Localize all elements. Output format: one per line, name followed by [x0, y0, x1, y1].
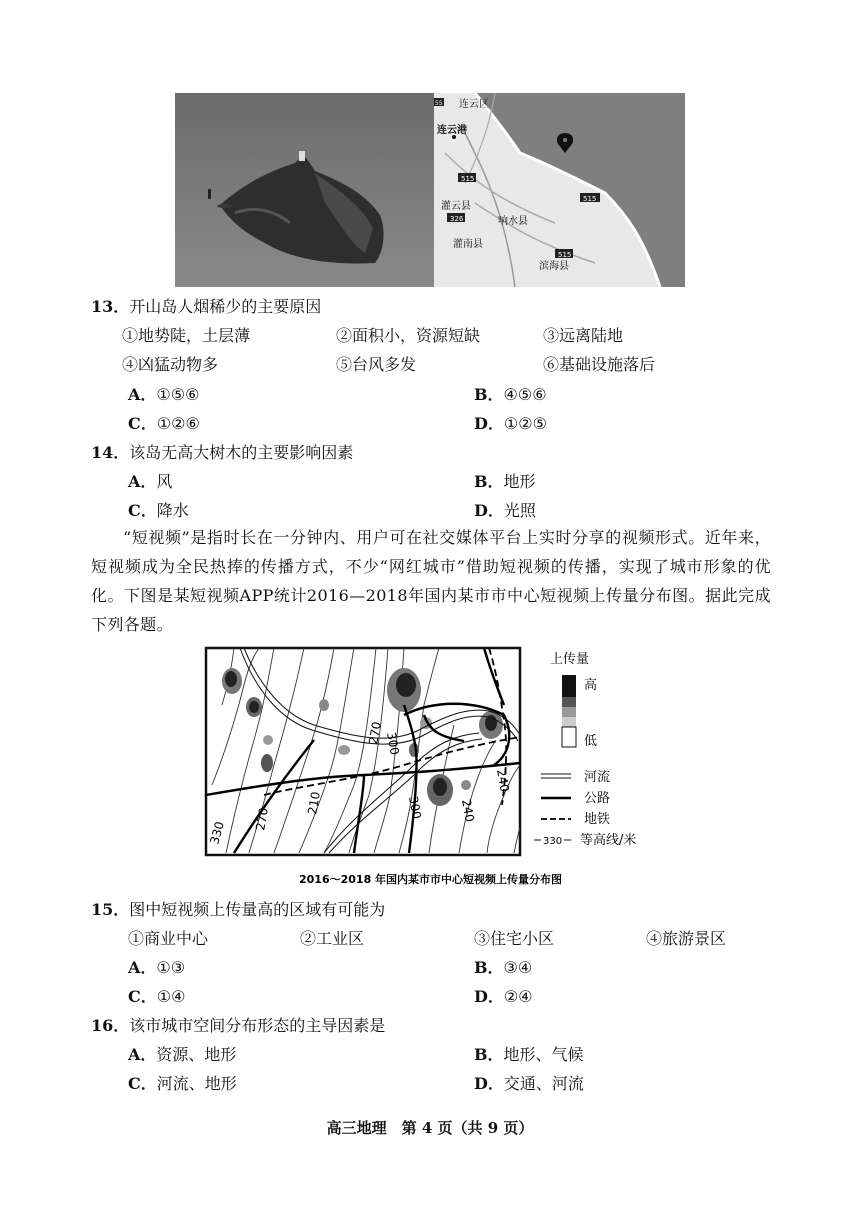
q14-option-c[interactable]: C．降水: [128, 501, 189, 520]
svg-text:55: 55: [435, 100, 443, 107]
reading-passage: [91, 523, 771, 639]
svg-text:240: 240: [459, 798, 477, 824]
svg-text:300: 300: [384, 731, 402, 757]
legend-title: 上传量: [550, 652, 590, 667]
q15-item-3: ③住宅小区: [474, 929, 555, 948]
svg-text:330: 330: [543, 836, 563, 847]
svg-text:270: 270: [366, 720, 384, 746]
question-stem: 图中短视频上传量高的区域有可能为: [129, 900, 386, 919]
question-14: [91, 440, 353, 463]
q16-option-b[interactable]: B．地形、气候: [474, 1045, 584, 1064]
upload-distribution-figure: [204, 645, 664, 890]
svg-text:515: 515: [558, 251, 572, 259]
q14-option-b[interactable]: B．地形: [474, 472, 536, 491]
q14-option-d[interactable]: D．光照: [474, 501, 536, 520]
q16-option-d[interactable]: D．交通、河流: [474, 1074, 584, 1093]
question-13: [91, 294, 321, 317]
svg-text:滨海县: 滨海县: [539, 261, 569, 272]
question-15: [91, 897, 385, 920]
q13-option-a[interactable]: A．①⑤⑥: [128, 385, 200, 404]
q13-item-3: ③远离陆地: [543, 326, 624, 345]
legend-subway: 地铁: [584, 812, 611, 827]
q13-option-d[interactable]: D．①②⑤: [474, 414, 547, 433]
figure-caption: 2016～2018 年国内某市市中心短视频上传量分布图: [299, 873, 563, 886]
q14-option-a[interactable]: A．风: [128, 472, 173, 491]
q13-option-b[interactable]: B．④⑤⑥: [474, 385, 547, 404]
passage-text: “短视频”是指时长在一分钟内、用户可在社交媒体平台上实时分享的视频形式。近年来，短视频成为全民热捧的传播方式，不少“网红城市”借助短视频的传播，实现了城市形象的优化。下图是某短视频APP统计2016—2018年国内某市市中心短视频上传量分布图。据此完成下列各题。: [91, 528, 771, 634]
svg-text:灌云县: 灌云县: [441, 201, 471, 212]
question-number: 15．: [91, 900, 130, 919]
upload-distribution-map: [204, 645, 664, 890]
legend-high: 高: [584, 678, 598, 693]
q13-item-6: ⑥基础设施落后: [543, 355, 656, 374]
q13-item-5: ⑤台风多发: [336, 355, 417, 374]
q13-item-4: ④凶猛动物多: [122, 355, 219, 374]
q15-option-c[interactable]: C．①④: [128, 987, 186, 1006]
q15-option-a[interactable]: A．①③: [128, 958, 186, 977]
svg-text:连云区: 连云区: [459, 99, 489, 110]
question-stem: 开山岛人烟稀少的主要原因: [129, 297, 322, 316]
q15-option-d[interactable]: D．②④: [474, 987, 533, 1006]
svg-text:330: 330: [207, 820, 227, 846]
map-legend: [534, 652, 636, 848]
svg-text:270: 270: [253, 806, 271, 832]
page-footer: 高三地理 第 4 页（共 9 页）: [326, 1119, 534, 1137]
question-stem: 该市城市空间分布形态的主导因素是: [129, 1016, 386, 1035]
svg-text:灌南县: 灌南县: [453, 239, 483, 250]
svg-text:326: 326: [450, 215, 464, 223]
q13-option-c[interactable]: C．①②⑥: [128, 414, 200, 433]
lighthouse: [299, 151, 305, 161]
question-number: 16．: [91, 1016, 130, 1035]
legend-river: 河流: [584, 770, 611, 785]
q16-option-c[interactable]: C．河流、地形: [128, 1074, 237, 1093]
question-number: 14．: [91, 443, 130, 462]
svg-text:300: 300: [406, 795, 424, 821]
svg-text:响水县: 响水县: [498, 216, 528, 227]
q16-option-a[interactable]: A．资源、地形: [128, 1045, 237, 1064]
legend-contour: 等高线/米: [580, 833, 637, 848]
question-number: 13．: [91, 297, 130, 316]
island-photo-and-map: [175, 93, 685, 287]
q15-item-2: ②工业区: [300, 929, 365, 948]
svg-text:515: 515: [583, 195, 597, 203]
svg-text:240: 240: [494, 768, 512, 794]
island-figure: [175, 93, 685, 287]
q15-item-4: ④旅游景区: [646, 929, 727, 948]
svg-text:210: 210: [305, 790, 323, 816]
legend-low: 低: [584, 734, 598, 749]
question-16: [91, 1013, 385, 1036]
svg-text:515: 515: [461, 175, 475, 183]
q13-item-1: ①地势陡，土层薄: [122, 326, 251, 345]
question-stem: 该岛无高大树木的主要影响因素: [129, 443, 354, 462]
legend-road: 公路: [584, 791, 611, 806]
q15-option-b[interactable]: B．③④: [474, 958, 533, 977]
q15-item-1: ①商业中心: [128, 929, 209, 948]
svg-text:连云港: 连云港: [437, 125, 467, 136]
q13-item-2: ②面积小，资源短缺: [336, 326, 481, 345]
